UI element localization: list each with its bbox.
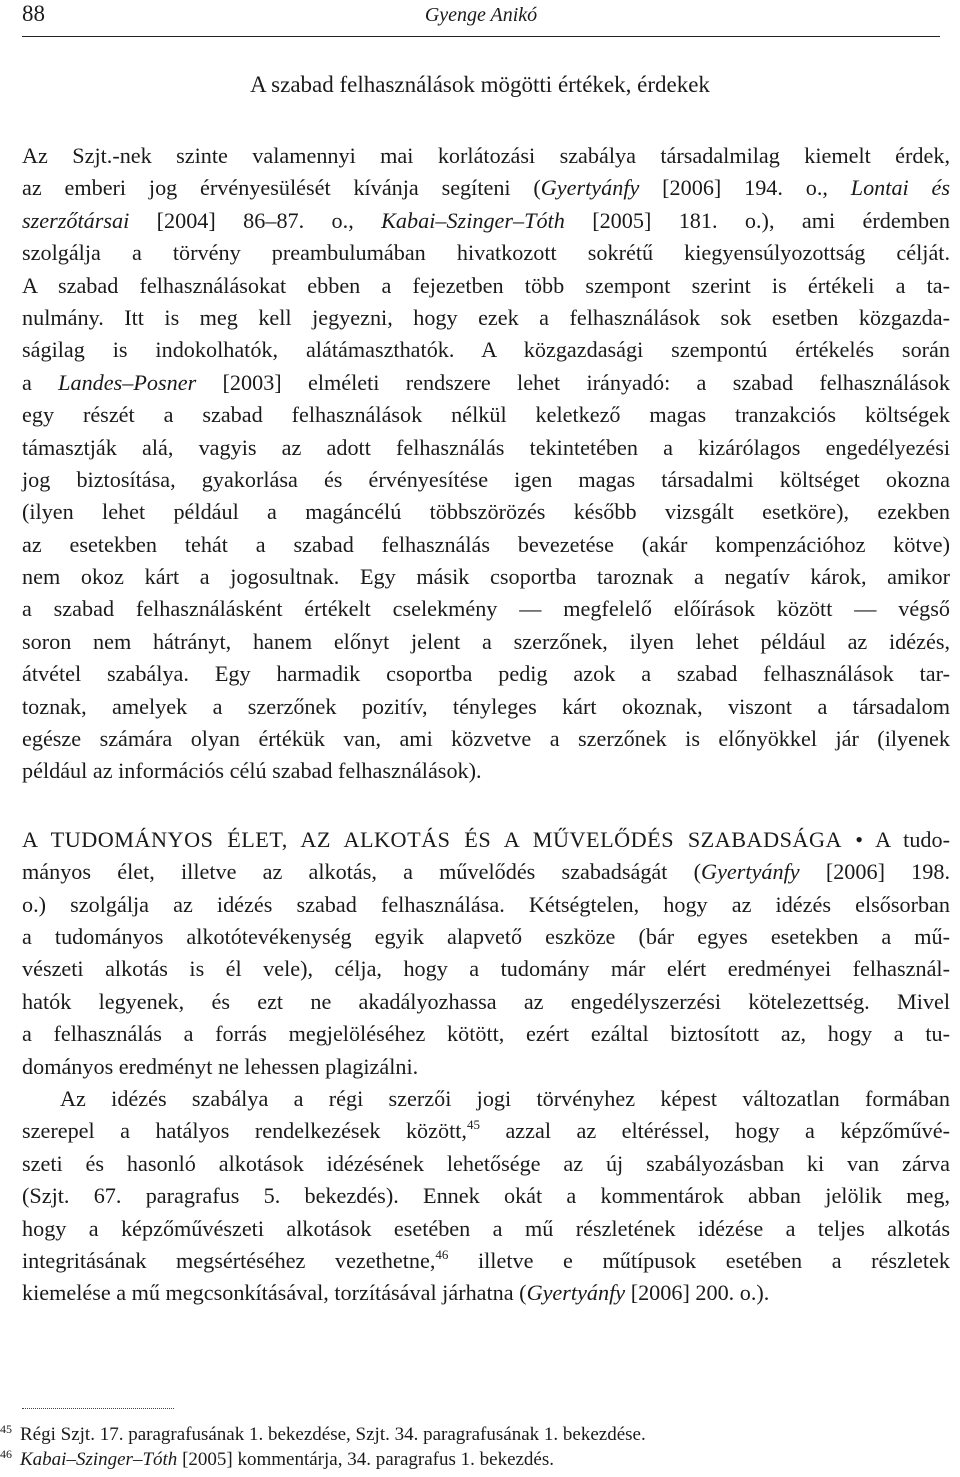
text-line: átvétel szabálya. Egy harmadik csoportba pedig azok a szabad felhasználások tar- bbox=[22, 661, 950, 687]
text-line: jog biztosítása, gyakorlása és érvényesítése igen magas társadalmi költséget okozna bbox=[22, 466, 950, 492]
section-title: A szabad felhasználások mögötti értékek, érdekek bbox=[250, 72, 710, 97]
running-head: Gyenge Anikó bbox=[424, 4, 538, 26]
footnote-ref[interactable]: 45 bbox=[466, 1117, 480, 1133]
text-line: szerzőtársai [2004] 86–87. o., Kabai–Szinger–Tóth [2005] 181. o.), ami érdemben bbox=[22, 207, 950, 233]
footnote-45: 45 Régi Szjt. 17. paragrafusának 1. bekezdése, Szjt. 34. paragrafusának 1. bekezdése. bbox=[0, 1422, 646, 1445]
text-line: A TUDOMÁNYOS ÉLET, AZ ALKOTÁS ÉS A MŰVELŐDÉS SZABADSÁGA • A tudo- bbox=[22, 826, 950, 852]
text-line: a tudományos alkotótevékenység egyik alapvető eszköze (bár egyes esetekben a mű- bbox=[22, 923, 950, 949]
citation-author: Gyertyánfy bbox=[526, 1280, 626, 1306]
paragraph-3 bbox=[22, 1083, 950, 1310]
citation-author: Kabai–Szinger–Tóth bbox=[381, 207, 565, 233]
text-line: soron nem hátrányt, hanem előnyt jelent a szerzőnek, ilyen lehet például az idézés, bbox=[22, 628, 950, 654]
text-line: a Landes–Posner [2003] elméleti rendszere lehet irányadó: a szabad felhasználások bbox=[22, 369, 950, 395]
footnote-rule bbox=[22, 1408, 174, 1409]
text-line: A szabad felhasználásokat ebben a fejezetben több szempont szerint is értékeli a ta- bbox=[22, 272, 950, 298]
text-line: vészeti alkotás is él vele), célja, hogy a tudomány már elért eredményei felhasznál- bbox=[22, 956, 950, 982]
citation-author: Landes–Posner bbox=[58, 369, 197, 395]
text-line: nem okoz kárt a jogosultnak. Egy másik csoportba taroznak a negatív károk, amikor bbox=[22, 564, 950, 590]
paragraph-1 bbox=[22, 140, 950, 788]
text-line: integritásának megsértéséhez vezethetne,$^{46}$ illetve e műtípusok esetében a részletek bbox=[22, 1246, 950, 1273]
text-line: nulmány. Itt is meg kell jegyezni, hogy ezek a felhasználások sok esetben közgazda- bbox=[22, 304, 950, 330]
footnote-46: 46 Kabai–Szinger–Tóth [2005] kommentárja, 34. paragrafus 1. bekezdés. bbox=[0, 1447, 555, 1470]
citation-author: Gyertyánfy bbox=[701, 859, 800, 885]
text-line: toznak, amelyek a szerzőnek pozitív, tényleges kárt okoznak, viszont a társadalom bbox=[22, 693, 950, 719]
text-line: hogy a képzőművészeti alkotások esetében a mű részletének idézése a teljes alkotás bbox=[22, 1215, 950, 1241]
text-line: az esetekben tehát a szabad felhasználás bevezetése (akár kompenzációhoz kötve) bbox=[22, 531, 950, 557]
text-line: Az idézés szabálya a régi szerzői jogi törvényhez képest változatlan formában bbox=[60, 1085, 950, 1111]
text-line: például az információs célú szabad felhasználások). bbox=[22, 758, 482, 784]
body-text bbox=[22, 140, 950, 1310]
bullet-separator: • bbox=[855, 826, 864, 852]
paragraph-gap bbox=[22, 788, 950, 824]
paragraph-2 bbox=[22, 824, 950, 1083]
text-line: hatók legyenek, és ezt ne akadályozhassa az engedélyszerzési kötelezettség. Mivel bbox=[22, 988, 950, 1014]
text-line: egésze számára olyan értékük van, ami közvetve a szerzőnek is előnyökkel jár (ilyenek bbox=[22, 726, 950, 752]
citation-author: Lontai és bbox=[850, 175, 950, 201]
text-line: o.) szolgálja az idézés szabad felhasználása. Kétségtelen, hogy az idézés elsősorban bbox=[22, 891, 950, 917]
page-header bbox=[22, 0, 940, 36]
text-line: (Szjt. 67. paragrafus 5. bekezdés). Ennek okát a kommentárok abban jelölik meg, bbox=[22, 1183, 950, 1209]
text-line: dományos eredményt ne lehessen plagizálni. bbox=[22, 1053, 419, 1079]
text-line: mányos élet, illetve az alkotás, a művelődés szabadságát (Gyertyánfy [2006] 198. bbox=[22, 859, 951, 885]
footnote-ref[interactable]: 46 bbox=[435, 1246, 449, 1262]
text-line: szeti és hasonló alkotások idézésének lehetősége az új szabályozásban ki van zárva bbox=[22, 1150, 950, 1176]
header-rule bbox=[22, 36, 940, 37]
text-line: a felhasználás a forrás megjelöléséhez kötött, ezért ezáltal biztosított az, hogy a tu- bbox=[22, 1021, 950, 1047]
run-in-heading: A TUDOMÁNYOS ÉLET, AZ ALKOTÁS ÉS A MŰVELŐDÉS SZABADSÁGA bbox=[22, 826, 843, 852]
text-line: támasztják alá, vagyis az adott felhasználás tekintetében a kizárólagos engedélyezési bbox=[22, 434, 950, 460]
text-line: a szabad felhasználásként értékelt cselekmény — megfelelő előírások között — végső bbox=[22, 596, 950, 622]
page-number: 88 bbox=[22, 1, 45, 26]
text-line: egy részét a szabad felhasználások nélkül keletkező magas tranzakciós költségek bbox=[22, 402, 950, 428]
text-line: az emberi jog érvényesülését kívánja segíteni (Gyertyánfy [2006] 194. o., Lontai és bbox=[22, 175, 950, 201]
text-line: Az Szjt.-nek szinte valamennyi mai korlátozási szabálya társadalmilag kiemelt érdek, bbox=[22, 143, 950, 168]
citation-author: Gyertyánfy bbox=[540, 175, 640, 201]
text-line: szolgálja a törvény preambulumában hivatkozott sokrétű kiegyensúlyozottság célját. bbox=[22, 240, 950, 266]
text-line: (ilyen lehet például a magáncélú többszörözés később vizsgált esetköre), ezekben bbox=[22, 499, 950, 525]
citation-author: Kabai–Szinger–Tóth bbox=[20, 1449, 178, 1470]
citation-author: szerzőtársai bbox=[22, 207, 130, 233]
text-line: szerepel a hatályos rendelkezések között,$^{45}$ azzal az eltéréssel, hogy a képzőművé- bbox=[22, 1117, 950, 1144]
text-line: kiemelése a mű megcsonkításával, torzításával járhatna (Gyertyánfy [2006] 200. o.). bbox=[22, 1280, 770, 1306]
text-line: ságilag is indokolhatók, alátámaszthatók. A közgazdasági szempontú értékelés során bbox=[22, 337, 950, 363]
